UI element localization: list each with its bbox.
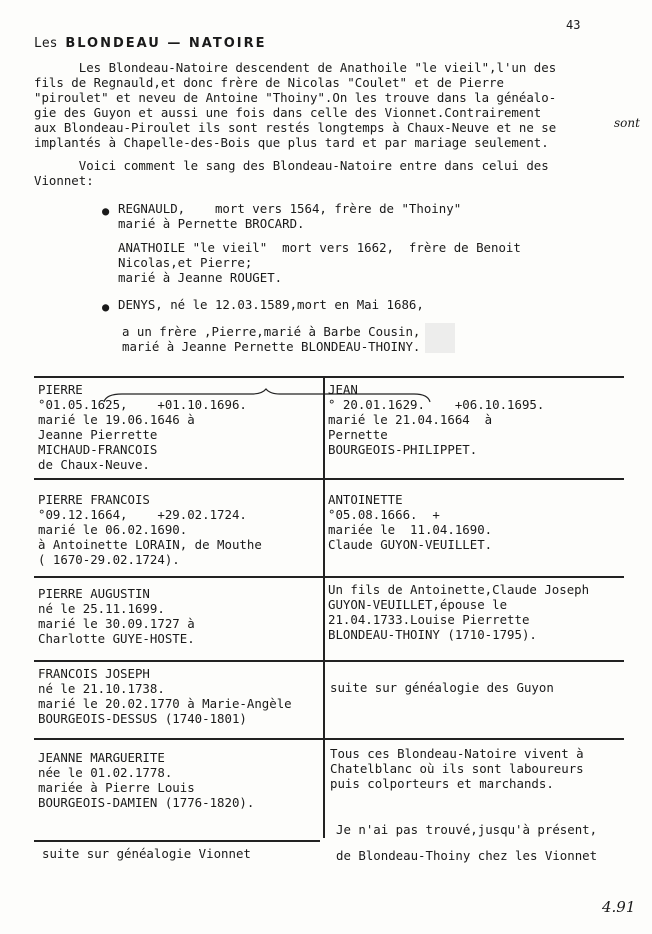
row1-left-line: Jeanne Pierrette (38, 427, 158, 442)
voici-line-1: Voici comment le sang des Blondeau-Natoire entre dans celui des (34, 158, 549, 173)
page-number: 43 (566, 18, 581, 32)
bullet-icon: ● (102, 300, 110, 314)
row5-right-line: Je n'ai pas trouvé,jusqu'à présent, (336, 822, 598, 837)
row1-right-line: marié le 21.04.1664 à (328, 412, 493, 427)
row1-left-line: MICHAUD-FRANCOIS (38, 442, 158, 457)
row2-right-line: ANTOINETTE (328, 492, 403, 507)
table-divider (323, 478, 325, 576)
row2-left-line: ( 1670-29.02.1724). (38, 552, 180, 567)
row5-left-line: mariée à Pierre Louis (38, 780, 195, 795)
row5-left-line: JEANNE MARGUERITE (38, 750, 165, 765)
lineage-anathoile-2: Nicolas,et Pierre; (118, 255, 253, 270)
row3-left-line: PIERRE AUGUSTIN (38, 586, 150, 601)
row2-left-line: marié le 06.02.1690. (38, 522, 188, 537)
intro-line-4: gie des Guyon et aussi une fois dans celle des Vionnet.Contrairement (34, 105, 542, 120)
title-prefix: Les (34, 36, 66, 51)
lineage-anathoile-3: marié à Jeanne ROUGET. (118, 270, 283, 285)
row5-right-line: Tous ces Blondeau-Natoire vivent à (330, 746, 584, 761)
row1-left-line: °01.05.1625, +01.10.1696. (38, 397, 247, 412)
row4-right-line: suite sur généalogie des Guyon (330, 680, 554, 695)
table-divider (323, 376, 325, 486)
table-rule (34, 660, 624, 662)
table-rule (34, 478, 624, 480)
row2-left-line: à Antoinette LORAIN, de Mouthe (38, 537, 262, 552)
row2-left-line: PIERRE FRANCOIS (38, 492, 150, 507)
footer-right-note: de Blondeau-Thoiny chez les Vionnet (336, 848, 598, 863)
row4-left-line: né le 21.10.1738. (38, 681, 165, 696)
table-divider (323, 738, 325, 838)
row5-right-line: puis colporteurs et marchands. (330, 776, 554, 791)
row1-left-line: de Chaux-Neuve. (38, 457, 150, 472)
intro-line-1: Les Blondeau-Natoire descendent de Anathoile "le vieil",l'un des (34, 60, 557, 75)
row3-right-line: 21.04.1733.Louise Pierrette (328, 612, 530, 627)
row5-left-line: née le 01.02.1778. (38, 765, 173, 780)
row3-right-line: BLONDEAU-THOINY (1710-1795). (328, 627, 537, 642)
intro-line-2: fils de Regnauld,et donc frère de Nicolas "Coulet" et de Pierre (34, 75, 504, 90)
title-family-name: BLONDEAU — NATOIRE (65, 36, 267, 51)
row1-right-line: Pernette (328, 427, 388, 442)
row2-right-line: °05.08.1666. + (328, 507, 440, 522)
footer-left-note: suite sur généalogie Vionnet (42, 846, 251, 861)
intro-line-6: implantés à Chapelle-des-Bois que plus tard et par mariage seulement. (34, 135, 549, 150)
row5-right-line: Chatelblanc où ils sont laboureurs (330, 761, 584, 776)
intro-line-3: "piroulet" et neveu de Antoine "Thoiny".On les trouve dans la généalo- (34, 90, 557, 105)
table-rule (34, 738, 624, 740)
row1-left-line: marié le 19.06.1646 à (38, 412, 195, 427)
handwritten-insert: sont (614, 116, 640, 130)
lineage-denys-brother: a un frère ,Pierre,marié à Barbe Cousin, (122, 324, 421, 339)
row1-right-line: BOURGEOIS-PHILIPPET. (328, 442, 478, 457)
bullet-icon: ● (102, 204, 110, 218)
lineage-regnauld-2: marié à Pernette BROCARD. (118, 216, 305, 231)
row3-right-line: Un fils de Antoinette,Claude Joseph (328, 582, 590, 597)
lineage-regnauld-1: REGNAULD, mort vers 1564, frère de "Thoiny" (118, 201, 462, 216)
table-divider (323, 576, 325, 660)
page-title (34, 36, 267, 51)
row1-right-line: JEAN (328, 382, 358, 397)
highlight-mark (425, 323, 455, 353)
lineage-anathoile-1: ANATHOILE "le vieil" mort vers 1662, frère de Benoit (118, 240, 521, 255)
handwritten-stamp: 4.91 (602, 898, 636, 916)
row4-left-line: FRANCOIS JOSEPH (38, 666, 150, 681)
intro-line-5: aux Blondeau-Piroulet ils sont restés longtemps à Chaux-Neuve et ne se (34, 120, 557, 135)
row1-left-line: PIERRE (38, 382, 83, 397)
row4-left-line: BOURGEOIS-DESSUS (1740-1801) (38, 711, 247, 726)
row4-left-line: marié le 20.02.1770 à Marie-Angèle (38, 696, 292, 711)
row3-right-line: GUYON-VEUILLET,épouse le (328, 597, 508, 612)
row5-left-line: BOURGEOIS-DAMIEN (1776-1820). (38, 795, 255, 810)
row3-left-line: marié le 30.09.1727 à (38, 616, 195, 631)
row2-left-line: °09.12.1664, +29.02.1724. (38, 507, 247, 522)
table-rule (34, 840, 320, 842)
row3-left-line: né le 25.11.1699. (38, 601, 165, 616)
row2-right-line: mariée le 11.04.1690. (328, 522, 493, 537)
row1-right-line: ° 20.01.1629. +06.10.1695. (328, 397, 545, 412)
row3-left-line: Charlotte GUYE-HOSTE. (38, 631, 195, 646)
table-rule (34, 576, 624, 578)
voici-line-2: Vionnet: (34, 173, 94, 188)
table-divider (323, 660, 325, 738)
table-rule (34, 376, 624, 378)
row2-right-line: Claude GUYON-VEUILLET. (328, 537, 493, 552)
lineage-denys-marriage: marié à Jeanne Pernette BLONDEAU-THOINY. (122, 339, 421, 354)
lineage-denys: DENYS, né le 12.03.1589,mort en Mai 1686, (118, 297, 424, 312)
